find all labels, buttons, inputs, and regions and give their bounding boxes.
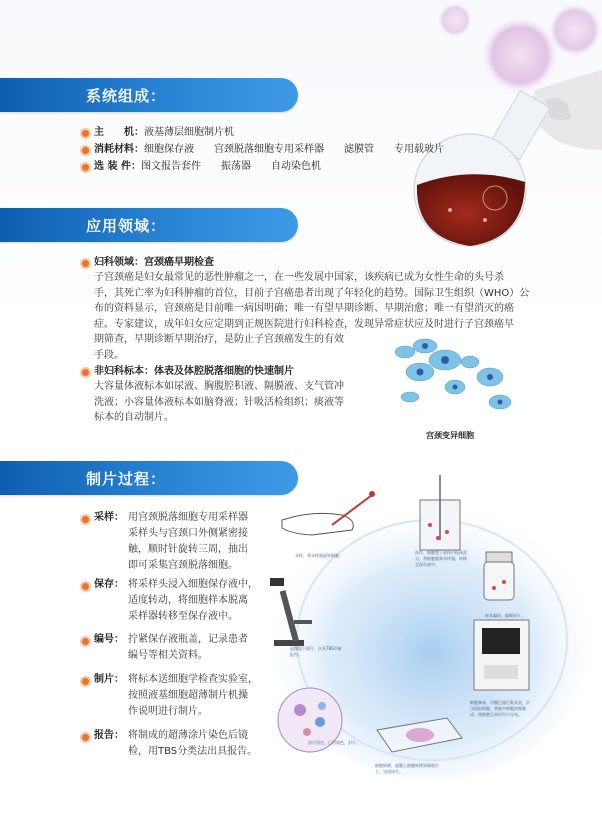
process-diagram [262,470,602,795]
nongyn-paragraph [94,379,384,426]
step-text-report [128,728,257,760]
system-item-value: 细胞保存液 宫颈脱落细胞专用采样器 滤膜管 专用载玻片 [144,144,444,155]
section-title-process: 制片过程： [86,470,167,488]
step-line: 用宫颈脱落细胞专用采样器 [128,512,248,523]
bullet-icon [82,164,89,171]
step-label-numbering: 编号： [94,634,124,645]
section-bar-system [0,78,298,112]
step-label-sampling: 采样： [94,512,124,523]
system-item-label: 消耗材料： [94,144,144,155]
step-line: 拧紧保存液瓶盖，记录患者 [128,634,248,645]
system-item-label: 选 装 件： [94,161,141,172]
section-title-application: 应用领域： [86,217,167,235]
bullet-icon [82,369,89,376]
step-text-sampling [128,510,248,574]
gyn-line: 手，其死亡率为妇科肿瘤的首位，目前子宫癌患者出现了年轻化的趋势。国际卫生组织（WHO）公 [94,287,530,299]
system-item-value: 液基薄层细胞制片机 [144,127,234,138]
diagram-note-numbering: 样本编码，编制原片。 [485,613,525,618]
gyn-line: 子宫颈癌是妇女最常见的恶性肿瘤之一，在一些发展中国家，该疾病已成为女性生命的头号杀 [94,272,504,283]
diagram-note-transfer: 细胞转移，滤膜上细胞转移到载玻片上，完成涂片。 [375,763,439,774]
system-item-value: 图文报告套件 振荡器 自动染色机 [140,161,321,172]
nongyn-line: 洗液；小容量体液标本如脑脊液；针吸活检组织；痰液等 [94,396,344,408]
bullet-icon [82,130,89,137]
bullet-icon [82,678,89,685]
step-line: 作说明进行制片。 [128,706,208,717]
nongyn-line: 大容量体液标本如尿液、胸腹腔积液、隔膜液、支气管冲 [94,381,344,392]
system-item-main [94,125,234,140]
diagram-note-staining: 涂片固定，已用染色，封片。 [308,740,360,745]
bullet-icon [82,260,89,267]
gyn-line: 期筛查，早期诊断早期治疗，是防止子宫颈癌发生的有效 [94,334,344,345]
step-label-report: 报告： [94,730,124,741]
diagram-note-preservation: 保存，细胞置于液体中振荡混匀，将细胞脱离采样器，转移至保存液中。 [415,550,467,567]
bullet-icon [82,734,89,741]
bullet-icon [82,638,89,645]
bullet-icon [82,516,89,523]
bullet-icon [82,147,89,154]
cervical-cell-micrograph [385,332,521,422]
slide-processor-machine-icon [474,620,529,690]
step-line: 按照液基细胞超薄制片机操 [128,690,248,701]
step-line: 编号等相关资料。 [128,650,208,661]
diagram-note-sampling: 采样，将采样器旋转细胞。 [295,553,343,558]
section-bar-application [0,208,298,242]
diagram-note-reading: 显微镜下阅片，出具TBS诊断报告。 [290,646,342,657]
step-line: 即可采集宫颈脱落细胞。 [128,560,238,571]
step-line: 将标本送细胞学检查实验室， [128,674,258,685]
step-line: 触，顺时针旋转三周，抽出 [128,544,248,555]
nongyn-line: 标本的自动制片。 [94,412,174,423]
flask-illustration [395,0,602,250]
step-label-preparation: 制片： [94,674,124,685]
system-item-label: 主 机： [94,127,144,138]
gyn-line: 布的资料显示，宫颈癌是目前唯一病因明确；唯一有望早期诊断、早期治愈；唯一有望消灭的癌 [94,303,514,314]
step-line: 检，用TBS分类法出具报告。 [128,746,258,757]
step-line: 将采样头浸入细胞保存液中， [128,579,258,590]
section-bar-process [0,461,298,495]
bullet-icon [82,583,89,590]
step-line: 将制成的超薄涂片染色后镜 [128,730,248,741]
gyn-line: 手段。 [94,349,124,361]
step-line: 适度转动，将细胞样本脱离 [128,595,248,606]
step-label-storage: 保存： [94,579,124,590]
step-line: 采样头与宫颈口外侧紧密接 [128,528,248,539]
step-text-storage [128,577,258,625]
system-item-optional [94,159,321,174]
diagram-note-preparation: 细胞制备，切膜过滤后数具表，负压提取细胞，将集中细胞浓缩制成，使细胞呈单层均匀分布。 [470,700,530,717]
step-line: 采样器转移至保存液中。 [128,611,238,622]
section-title-system: 系统组成： [86,87,167,105]
sample-vial-icon [484,552,514,600]
system-item-consumables [94,142,444,157]
step-text-preparation [128,672,258,720]
preservation-beaker-icon [420,475,460,550]
gyn-line: 症。专家建议，成年妇女应定期到正规医院进行妇科检查，发现异常症状应及时进行子宫颈癌早 [94,318,514,330]
nongyn-title: 非妇科标本：体表及体腔脱落细胞的快速制片 [94,366,294,377]
gyn-title: 妇科领域：宫颈癌早期检查 [94,257,214,268]
step-text-numbering [128,632,248,664]
micrograph-caption: 宫颈变异细胞 [426,431,474,440]
